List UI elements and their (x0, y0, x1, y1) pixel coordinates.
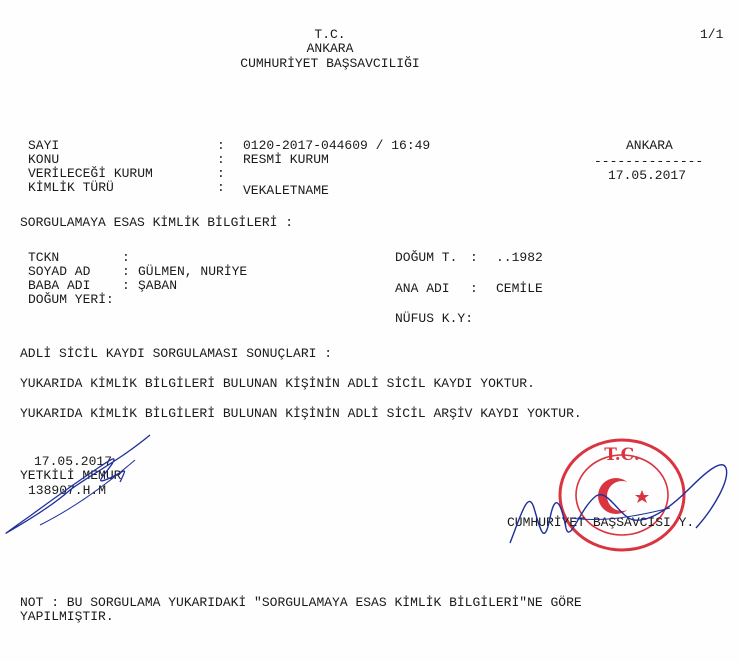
sayi-value: 0120-2017-044609 / 16:49 (243, 138, 431, 153)
baba-value: ŞABAN (138, 278, 178, 293)
konu-label: KONU (28, 152, 60, 167)
official-stamp (556, 436, 688, 554)
page-number: 1/1 (700, 27, 724, 42)
header-tc: T.C. (314, 27, 346, 42)
colon: : (122, 264, 130, 279)
dogum-yeri-label: DOĞUM YERİ: (28, 292, 114, 307)
konu-value: RESMİ KURUM (243, 152, 329, 167)
prosecutor-title: CUMHURİYET BAŞSAVCISI Y. (507, 515, 695, 530)
colon: : (122, 250, 130, 265)
colon: : (217, 152, 225, 167)
result-line-1: YUKARIDA KİMLİK BİLGİLERİ BULUNAN KİŞİNİN ADLİ SİCİL KAYDI YOKTUR. (20, 376, 535, 391)
sayi-label: SAYI (28, 138, 60, 153)
dashes: -------------- (594, 154, 704, 169)
tckn-label: TCKN (28, 250, 60, 265)
officer-date: 17.05.2017 (34, 454, 113, 469)
identity-heading: SORGULAMAYA ESAS KİMLİK BİLGİLERİ : (20, 215, 294, 230)
colon: : (470, 250, 478, 265)
header-city: ANKARA (306, 41, 354, 56)
ana-adi-label: ANA ADI (395, 281, 450, 296)
header-institution: CUMHURİYET BAŞSAVCILIĞI (240, 56, 420, 71)
stamp-tc-text: T.C. (604, 445, 640, 465)
verilecegi-label: VERİLECEĞİ KURUM (28, 166, 153, 181)
dogum-t-value: ..1982 (496, 250, 543, 265)
nufus-label: NÜFUS K.Y: (395, 311, 474, 326)
colon: : (217, 138, 225, 153)
colon: : (217, 180, 225, 195)
colon: : (122, 278, 130, 293)
result-line-2: YUKARIDA KİMLİK BİLGİLERİ BULUNAN KİŞİNİN ADLİ SİCİL ARŞİV KAYDI YOKTUR. (20, 406, 582, 421)
officer-title: YETKİLİ MEMUR (20, 468, 122, 483)
colon: : (470, 281, 478, 296)
officer-code: 138907.H.M (28, 483, 107, 498)
kimlik-turu-label: KİMLİK TÜRÜ (28, 180, 114, 195)
soyad-label: SOYAD AD (28, 264, 91, 279)
colon: : (217, 166, 225, 181)
kimlik-turu-value: VEKALETNAME (243, 183, 329, 198)
note-line-2: YAPILMIŞTIR. (20, 609, 114, 624)
soyad-value: GÜLMEN, NURİYE (138, 264, 248, 279)
baba-label: BABA ADI (28, 278, 91, 293)
document-date: 17.05.2017 (608, 168, 687, 183)
dogum-t-label: DOĞUM T. (395, 250, 458, 265)
ana-adi-value: CEMİLE (496, 281, 543, 296)
city: ANKARA (626, 138, 673, 153)
results-heading: ADLİ SİCİL KAYDI SORGULAMASI SONUÇLARI : (20, 346, 333, 361)
note-line-1: NOT : BU SORGULAMA YUKARIDAKİ "SORGULAMAYA ESAS KİMLİK BİLGİLERİ"NE GÖRE (20, 595, 582, 610)
